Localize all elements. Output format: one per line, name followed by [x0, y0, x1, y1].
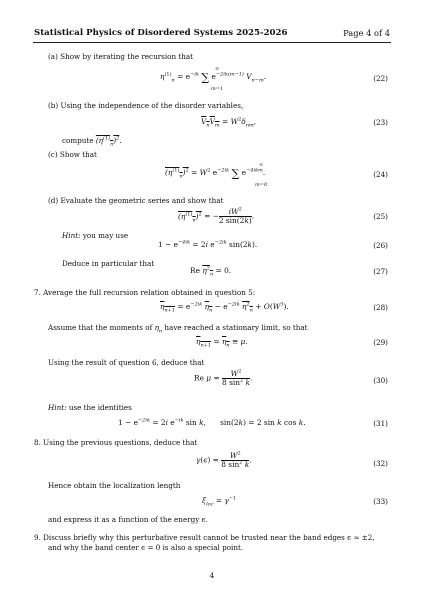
- question-8-text: 8. Using the previous questions, deduce that: [34, 438, 198, 447]
- deduce-text-1: Deduce in particular that: [62, 259, 155, 268]
- equation-number-23: (23): [373, 118, 388, 127]
- question-7-using: Using the result of question 6, deduce that: [48, 358, 205, 367]
- equation-number-32: (32): [373, 459, 388, 468]
- equation-number-29: (29): [373, 338, 388, 347]
- equation-number-26: (26): [373, 241, 388, 250]
- header-title: Statistical Physics of Disordered Systems 2025-2026: [34, 28, 288, 38]
- question-9-line-1: 9. Discuss briefly why this perturbative result cannot be trusted near the band edges ϵ ≃ ±2,: [34, 533, 375, 542]
- question-9-line-2: and why the band center ϵ = 0 is also a special point.: [48, 543, 244, 552]
- question-7-assume: Assume that the moments of $\eta_n$ have reached a stationary limit, so that: [48, 323, 308, 335]
- equation-22: $\eta^{(1)}_n = e^{-ik}$ ∑ $e^{-2ik(m-1)}$ $V_{n-m}$. ∞ m=1: [160, 66, 267, 92]
- equation-26: $1 - e^{-4ik} = 2i$ $e^{-2ik}$ sin(2k).: [158, 239, 258, 249]
- page-number: 4: [209, 571, 215, 580]
- item-a-text: (a) Show by iterating the recursion that: [48, 52, 194, 61]
- equation-29: $\eta_{n+1} = \eta_n \equiv \mu$.: [196, 337, 248, 349]
- equation-number-30: (30): [373, 376, 388, 385]
- header-page-indicator: Page 4 of 4: [343, 28, 390, 38]
- equation-33: $\xi_{loc} = \gamma^{-1}$: [202, 495, 237, 508]
- item-d-text: (d) Evaluate the geometric series and show that: [48, 196, 224, 205]
- equation-31: $1 - e^{-2ik} = 2i$ $e^{-ik}$ sin k, sin(2k) = 2 sin k cos k.: [118, 417, 306, 427]
- equation-28: $\eta_{n+1} = e^{-2ik}$ $\eta_n - e^{-2ik}$ $\eta^2_n + O(W^3)$.: [160, 301, 289, 314]
- equation-number-28: (28): [373, 303, 388, 312]
- item-b-compute-text: compute $(\eta^{(1)}_n)^2$.: [62, 135, 122, 148]
- equation-24: $(\eta^{(1)}_n)^2 = W^2$ $e^{-2ik}$ ∑ $e^{-4ikm}$. ∞ m=0: [165, 162, 268, 188]
- equation-23: $V_nV_m = W^2\delta_{nm}$,: [201, 116, 257, 129]
- equation-number-27: (27): [373, 267, 388, 276]
- equation-27: Re $\eta^2_n = 0$.: [190, 265, 232, 278]
- equation-32: γ(ϵ) = $\frac{W^2}{8 \sin^2 k}$ .: [196, 450, 252, 469]
- equation-number-25: (25): [373, 212, 388, 221]
- equation-25: $(\eta^{(1)}_n)^2$ = − $\frac{iW^2}{2 \sin(2k)}$ .: [178, 206, 255, 225]
- equation-number-33: (33): [373, 497, 388, 506]
- hint-2: Hint: use the identities: [48, 403, 132, 412]
- item-c-text: (c) Show that: [48, 150, 97, 159]
- question-8-express: and express it as a function of the energy ϵ.: [48, 515, 208, 524]
- header-rule: [33, 42, 391, 43]
- question-8-hence: Hence obtain the localization length: [48, 481, 181, 490]
- equation-number-24: (24): [373, 170, 388, 179]
- item-b-text: (b) Using the independence of the disorder variables,: [48, 101, 244, 110]
- hint-1: Hint: you may use: [62, 231, 129, 240]
- question-7-text: 7. Average the full recursion relation obtained in question 5:: [34, 288, 256, 297]
- equation-number-22: (22): [373, 74, 388, 83]
- equation-number-31: (31): [373, 419, 388, 428]
- equation-30: Re μ = $\frac{W^2}{8 \sin^2 k}$ .: [194, 368, 253, 387]
